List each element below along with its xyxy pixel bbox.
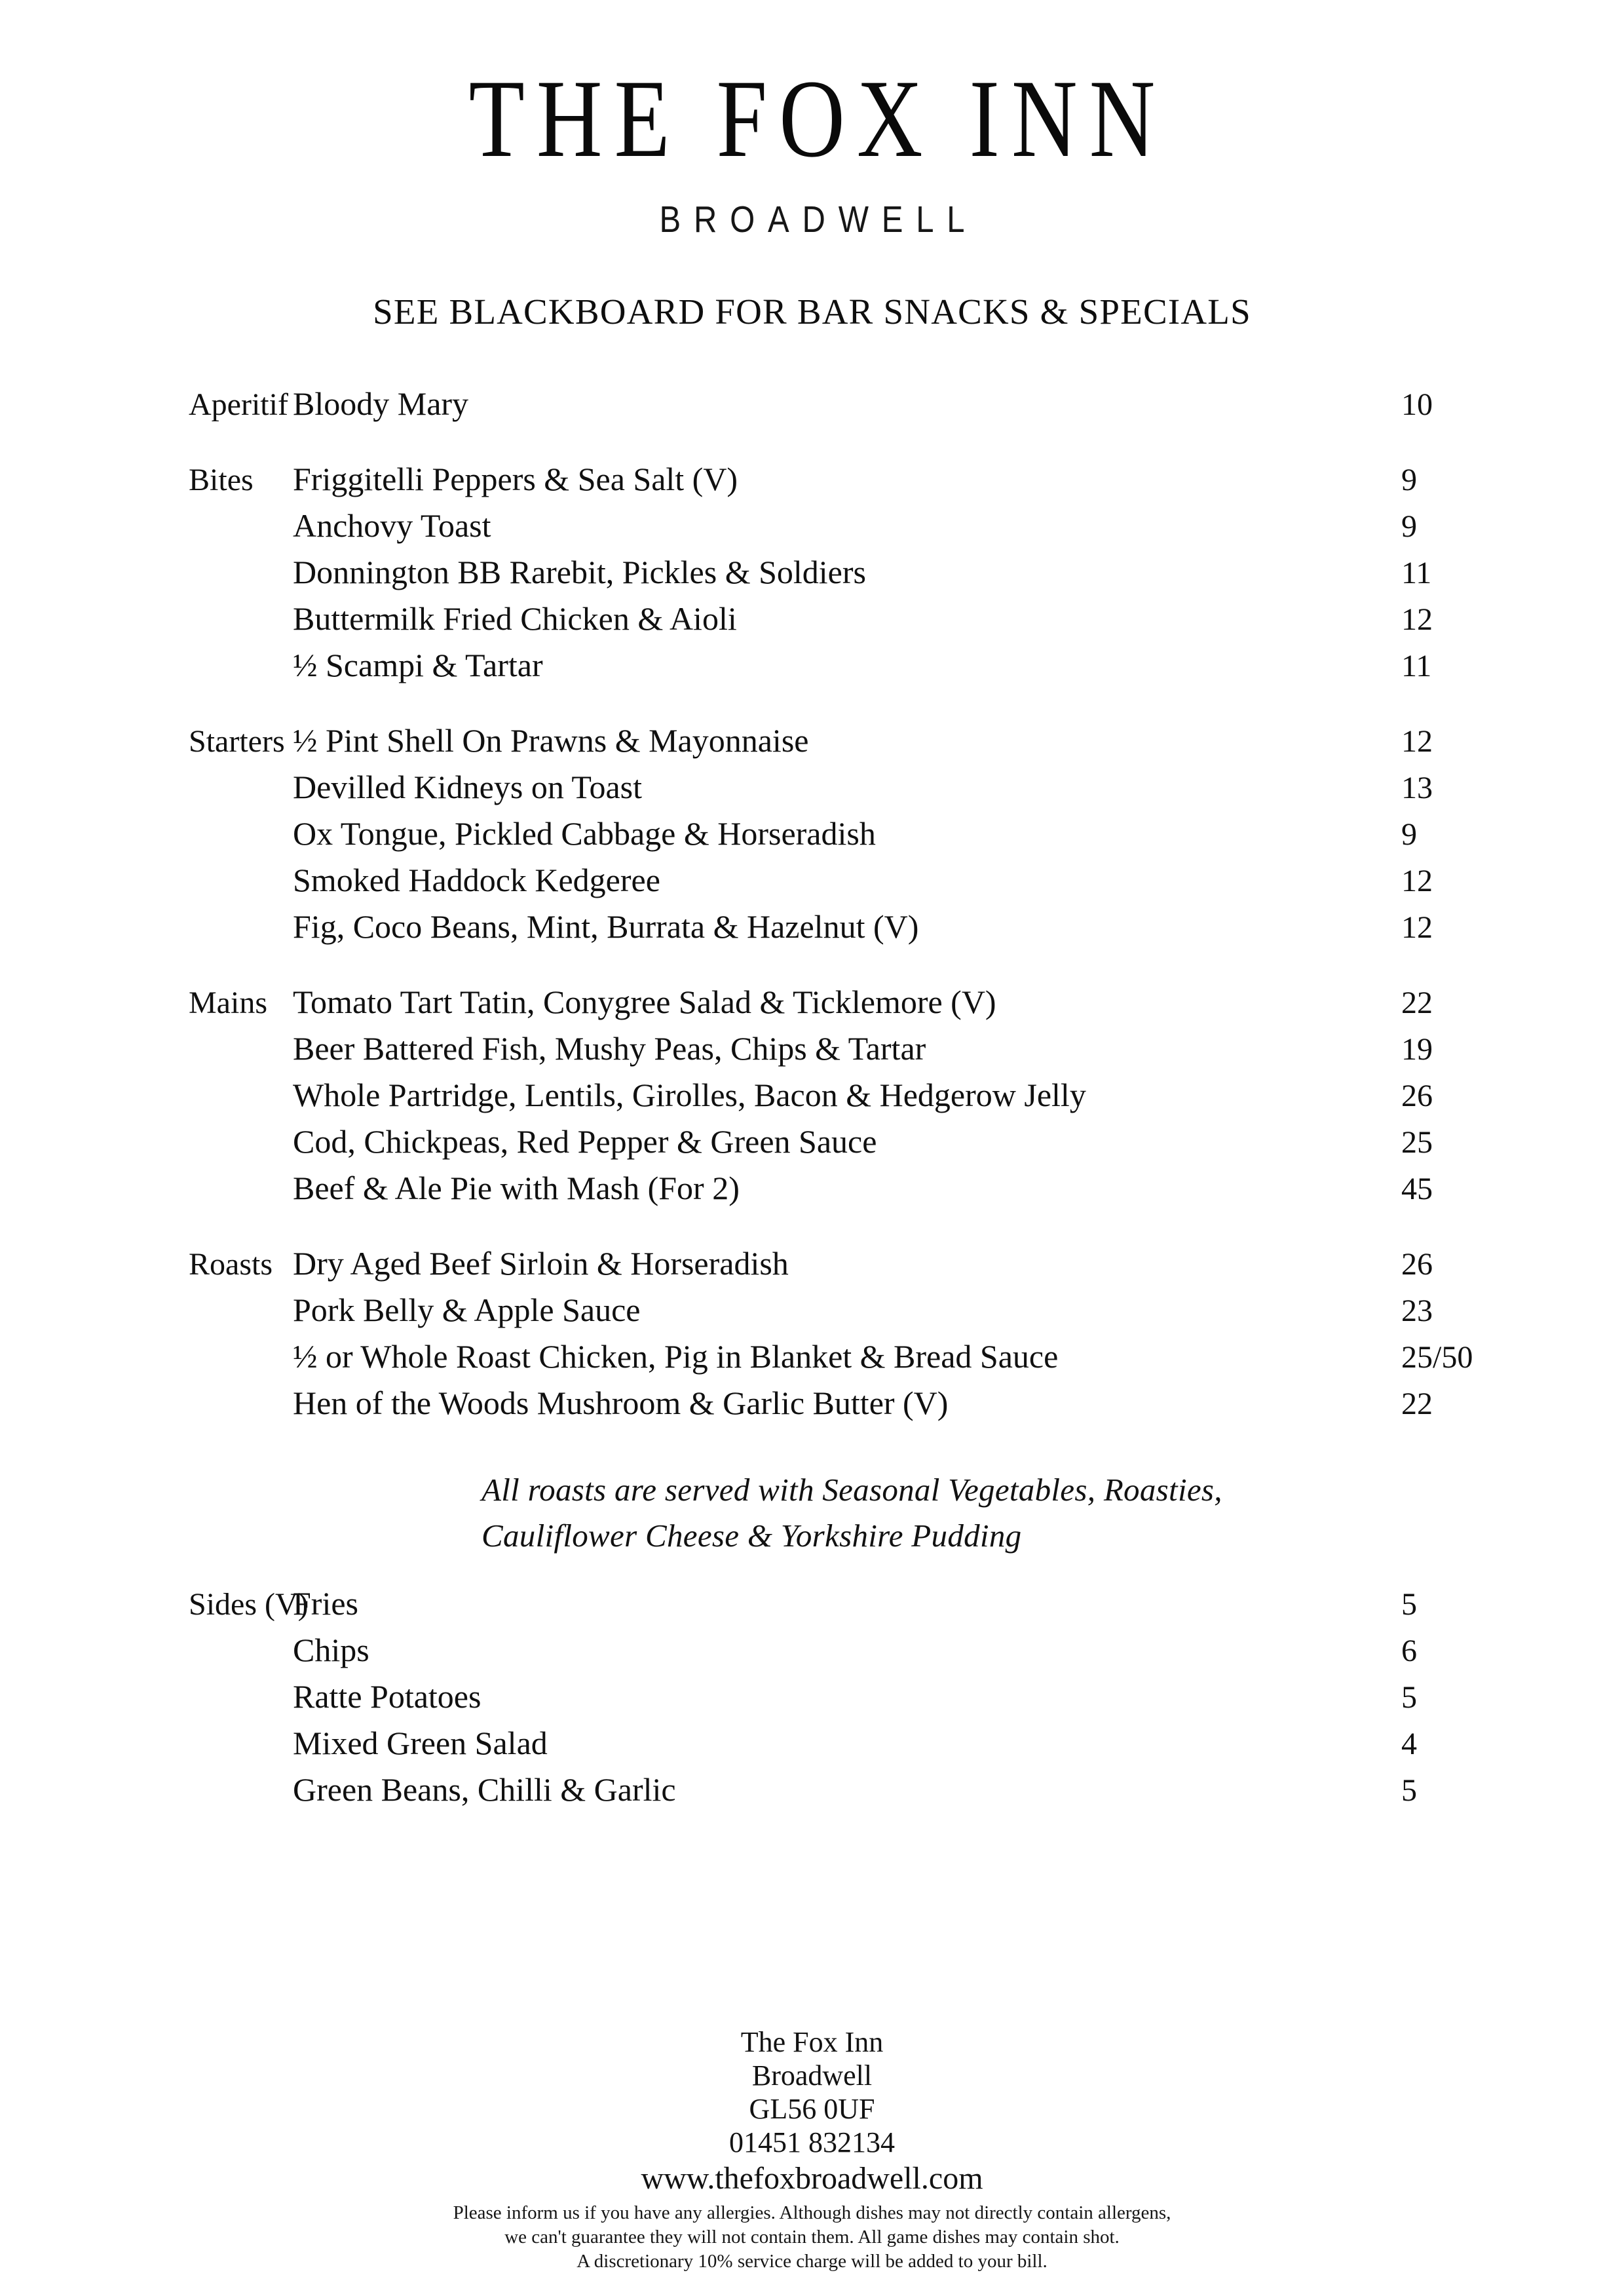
brand-subtitle: BROADWELL (659, 199, 978, 240)
menu-item-price: 6 (1401, 1634, 1417, 1669)
section-label: Bites (189, 463, 254, 497)
menu-item-row (0, 1634, 1624, 1680)
menu-item-row (0, 1079, 1624, 1125)
menu-item-row (0, 649, 1624, 695)
menu-item-price: 19 (1401, 1032, 1433, 1067)
menu-item-name: ½ or Whole Roast Chicken, Pig in Blanket & Bread Sauce (293, 1338, 1059, 1375)
menu-item-name: Mixed Green Salad (293, 1725, 548, 1762)
section-label: Starters (189, 724, 285, 759)
menu-item-name: Friggitelli Peppers & Sea Salt (V) (293, 461, 738, 497)
address-line: 01451 832134 (729, 2126, 895, 2158)
menu-item-name: Donnington BB Rarebit, Pickles & Soldiers (293, 554, 866, 590)
roasts-note-line: All roasts are served with Seasonal Vegetables, Roasties, (482, 1472, 1222, 1508)
menu-item-name: ½ Pint Shell On Prawns & Mayonnaise (293, 722, 809, 759)
menu-item-row (0, 985, 1624, 1032)
menu-item-price: 26 (1401, 1079, 1433, 1113)
roasts-note (482, 1467, 1624, 1558)
menu-item-price: 12 (1401, 724, 1433, 759)
menu-item-row (0, 910, 1624, 957)
menu-item-name: Cod, Chickpeas, Red Pepper & Green Sauce (293, 1123, 877, 1160)
menu-item-name: Whole Partridge, Lentils, Girolles, Bacon & Hedgerow Jelly (293, 1077, 1086, 1113)
blackboard-notice: SEE BLACKBOARD FOR BAR SNACKS & SPECIALS (373, 292, 1251, 332)
roasts-note-line: Cauliflower Cheese & Yorkshire Pudding (482, 1517, 1022, 1554)
menu-item-name: ½ Scampi & Tartar (293, 647, 543, 683)
menu-item-row (0, 1587, 1624, 1634)
address-line: The Fox Inn (740, 2025, 884, 2058)
menu-section (0, 724, 1624, 957)
menu-item-name: Hen of the Woods Mushroom & Garlic Butter (V) (293, 1385, 949, 1421)
menu-item-name: Beer Battered Fish, Mushy Peas, Chips & Tartar (293, 1030, 926, 1067)
menu-item-row (0, 1032, 1624, 1079)
section-label: Aperitif (189, 387, 288, 422)
menu-item-name: Green Beans, Chilli & Garlic (293, 1771, 676, 1808)
menu-item-row (0, 602, 1624, 649)
menu-item-price: 11 (1401, 649, 1432, 683)
menu-item-name: Anchovy Toast (293, 507, 491, 544)
disclaimer-line: we can't guarantee they will not contain them. All game dishes may contain shot. (504, 2226, 1120, 2248)
menu-item-price: 13 (1401, 771, 1433, 805)
menu-item-name: Bloody Mary (293, 385, 469, 422)
menu-item-price: 22 (1401, 1387, 1433, 1421)
menu-item-price: 23 (1401, 1293, 1433, 1328)
menu-item-price: 5 (1401, 1680, 1417, 1715)
menu-item-price: 5 (1401, 1587, 1417, 1622)
menu-item-price: 22 (1401, 985, 1433, 1020)
website-link[interactable]: www.thefoxbroadwell.com (641, 2161, 983, 2196)
menu-item-row (0, 1340, 1624, 1387)
menu-item-name: Beef & Ale Pie with Mash (For 2) (293, 1170, 740, 1206)
menu-item-name: Chips (293, 1632, 369, 1669)
menu-item-name: Ox Tongue, Pickled Cabbage & Horseradish (293, 815, 876, 852)
menu-item-row (0, 1773, 1624, 1820)
section-label: Sides (V) (189, 1587, 309, 1622)
page-title: THE FOX INN (468, 57, 1167, 180)
menu-item-name: Fries (293, 1585, 358, 1622)
menu-item-price: 5 (1401, 1773, 1417, 1808)
menu-item-price: 9 (1401, 509, 1417, 544)
menu-item-name: Fig, Coco Beans, Mint, Burrata & Hazelnut (V) (293, 908, 919, 945)
menu-sections (0, 387, 1624, 1820)
menu-item-row (0, 1387, 1624, 1433)
section-label: Roasts (189, 1247, 273, 1282)
menu-item-price: 9 (1401, 817, 1417, 852)
menu-item-row (0, 556, 1624, 602)
disclaimer-line: A discretionary 10% service charge will be added to your bill. (576, 2250, 1048, 2272)
menu-item-price: 25/50 (1401, 1340, 1473, 1375)
menu-item-name: Dry Aged Beef Sirloin & Horseradish (293, 1245, 789, 1282)
menu-section (0, 463, 1624, 695)
menu-item-name: Ratte Potatoes (293, 1678, 482, 1715)
address-line: GL56 0UF (749, 2092, 875, 2125)
disclaimer-line: Please inform us if you have any allergies. Although dishes may not directly contain allergens, (453, 2202, 1171, 2223)
menu-item-row (0, 463, 1624, 509)
menu-item-price: 45 (1401, 1172, 1433, 1206)
venue-address (0, 2025, 1624, 2159)
menu-section (0, 1247, 1624, 1558)
menu-item-row (0, 817, 1624, 864)
menu-section (0, 1587, 1624, 1820)
menu-item-row (0, 1680, 1624, 1727)
menu-item-price: 4 (1401, 1727, 1417, 1762)
menu-item-price: 12 (1401, 910, 1433, 945)
menu-section (0, 387, 1624, 434)
menu-item-row (0, 387, 1624, 434)
menu-item-row (0, 724, 1624, 771)
footer (0, 2025, 1624, 2274)
menu-item-price: 26 (1401, 1247, 1433, 1282)
menu-item-row (0, 864, 1624, 910)
menu-item-name: Devilled Kidneys on Toast (293, 769, 643, 805)
menu-section (0, 985, 1624, 1218)
menu-item-row (0, 771, 1624, 817)
menu-item-price: 9 (1401, 463, 1417, 497)
menu-item-row (0, 1125, 1624, 1172)
menu-item-price: 12 (1401, 864, 1433, 898)
menu-item-name: Pork Belly & Apple Sauce (293, 1292, 641, 1328)
menu-item-price: 11 (1401, 556, 1432, 590)
menu-item-name: Smoked Haddock Kedgeree (293, 862, 660, 898)
menu-item-price: 12 (1401, 602, 1433, 637)
menu-item-row (0, 1293, 1624, 1340)
allergen-disclaimer (0, 2201, 1624, 2274)
menu-item-row (0, 1727, 1624, 1773)
menu-item-name: Buttermilk Fried Chicken & Aioli (293, 600, 737, 637)
address-line: Broadwell (751, 2059, 873, 2092)
menu-item-row (0, 1172, 1624, 1218)
masthead (0, 0, 1624, 332)
menu-item-row (0, 509, 1624, 556)
menu-item-name: Tomato Tart Tatin, Conygree Salad & Ticklemore (V) (293, 984, 996, 1020)
section-label: Mains (189, 985, 267, 1020)
menu-item-price: 10 (1401, 387, 1433, 422)
menu-item-price: 25 (1401, 1125, 1433, 1160)
menu-item-row (0, 1247, 1624, 1293)
